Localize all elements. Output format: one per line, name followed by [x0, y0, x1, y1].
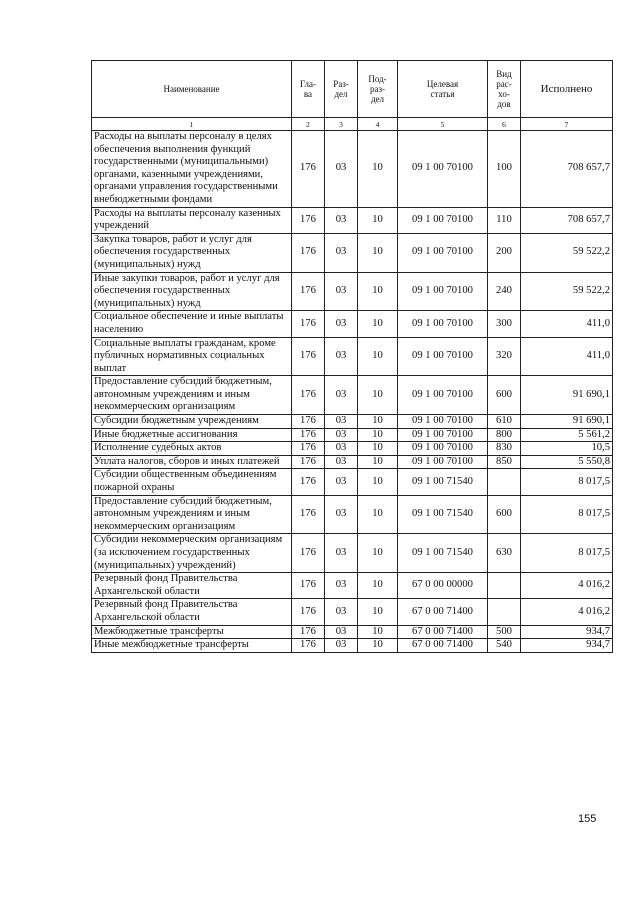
table-row: [92, 272, 613, 311]
row-target: 09 1 00 71540: [398, 469, 488, 495]
row-chapter: 176: [292, 311, 325, 337]
page-number: 155: [578, 813, 597, 825]
column-number-row: [92, 118, 613, 131]
row-chapter: 176: [292, 534, 325, 573]
row-section: 03: [325, 337, 358, 376]
budget-table: [91, 60, 613, 653]
table-row: [92, 639, 613, 653]
row-chapter: 176: [292, 207, 325, 233]
row-section: 03: [325, 272, 358, 311]
row-target: 67 0 00 71400: [398, 625, 488, 639]
row-expense-type: [488, 599, 521, 625]
table-row: [92, 337, 613, 376]
column-number: 1: [92, 118, 292, 131]
row-chapter: 176: [292, 599, 325, 625]
row-subsection: 10: [358, 311, 398, 337]
row-subsection: 10: [358, 428, 398, 442]
row-executed: 934,7: [521, 625, 613, 639]
row-subsection: 10: [358, 599, 398, 625]
row-chapter: 176: [292, 495, 325, 534]
table-row: [92, 469, 613, 495]
row-chapter: 176: [292, 625, 325, 639]
row-target: 09 1 00 70100: [398, 233, 488, 272]
row-executed: 934,7: [521, 639, 613, 653]
row-expense-type: 630: [488, 534, 521, 573]
row-executed: 8 017,5: [521, 534, 613, 573]
row-executed: 708 657,7: [521, 131, 613, 208]
column-number: 7: [521, 118, 613, 131]
table-row: [92, 131, 613, 208]
header-target: Целевая статья: [398, 61, 488, 118]
row-section: 03: [325, 495, 358, 534]
row-target: 09 1 00 71540: [398, 495, 488, 534]
row-target: 09 1 00 70100: [398, 428, 488, 442]
header-name: Наименование: [92, 61, 292, 118]
row-section: 03: [325, 428, 358, 442]
row-name: Межбюджетные трансферты: [92, 625, 292, 639]
row-subsection: 10: [358, 415, 398, 429]
header-subsection: Под- раз- дел: [358, 61, 398, 118]
table-row: [92, 376, 613, 415]
header-row: [92, 61, 613, 118]
table-row: [92, 625, 613, 639]
row-executed: 5 561,2: [521, 428, 613, 442]
row-name: Уплата налогов, сборов и иных платежей: [92, 455, 292, 469]
row-name: Расходы на выплаты персоналу в целях обеспечения выполнения функций государственными (муниципальными) органами, казенными учреждениями, органами управления государственными внебюджетными фондами: [92, 131, 292, 208]
table-row: [92, 428, 613, 442]
row-chapter: 176: [292, 469, 325, 495]
row-name: Закупка товаров, работ и услуг для обеспечения государственных (муниципальных) нужд: [92, 233, 292, 272]
row-chapter: 176: [292, 455, 325, 469]
row-section: 03: [325, 207, 358, 233]
row-name: Иные бюджетные ассигнования: [92, 428, 292, 442]
row-target: 09 1 00 70100: [398, 376, 488, 415]
row-chapter: 176: [292, 272, 325, 311]
row-expense-type: 830: [488, 442, 521, 456]
table-row: [92, 415, 613, 429]
table-row: [92, 455, 613, 469]
row-section: 03: [325, 534, 358, 573]
header-chapter: Гла- ва: [292, 61, 325, 118]
column-number: 3: [325, 118, 358, 131]
row-chapter: 176: [292, 415, 325, 429]
row-executed: 708 657,7: [521, 207, 613, 233]
row-name: Предоставление субсидий бюджетным, автономным учреждениям и иным некоммерческим организациям: [92, 376, 292, 415]
row-subsection: 10: [358, 376, 398, 415]
row-chapter: 176: [292, 233, 325, 272]
row-section: 03: [325, 469, 358, 495]
row-chapter: 176: [292, 337, 325, 376]
row-subsection: 10: [358, 233, 398, 272]
row-section: 03: [325, 455, 358, 469]
table-row: [92, 207, 613, 233]
row-subsection: 10: [358, 272, 398, 311]
row-section: 03: [325, 131, 358, 208]
row-expense-type: 100: [488, 131, 521, 208]
row-section: 03: [325, 311, 358, 337]
row-name: Субсидии некоммерческим организациям (за исключением государственных (муниципальных) учреждений): [92, 534, 292, 573]
table-row: [92, 534, 613, 573]
row-executed: 8 017,5: [521, 469, 613, 495]
column-number: 2: [292, 118, 325, 131]
row-executed: 5 550,8: [521, 455, 613, 469]
row-subsection: 10: [358, 337, 398, 376]
row-target: 09 1 00 71540: [398, 534, 488, 573]
row-target: 09 1 00 70100: [398, 337, 488, 376]
column-number: 6: [488, 118, 521, 131]
row-target: 67 0 00 71400: [398, 639, 488, 653]
column-number: 5: [398, 118, 488, 131]
row-target: 09 1 00 70100: [398, 311, 488, 337]
row-executed: 411,0: [521, 337, 613, 376]
row-executed: 10,5: [521, 442, 613, 456]
row-subsection: 10: [358, 469, 398, 495]
row-executed: 8 017,5: [521, 495, 613, 534]
table-row: [92, 233, 613, 272]
row-executed: 91 690,1: [521, 376, 613, 415]
row-subsection: 10: [358, 455, 398, 469]
row-section: 03: [325, 415, 358, 429]
row-executed: 59 522,2: [521, 272, 613, 311]
row-expense-type: 500: [488, 625, 521, 639]
row-expense-type: 850: [488, 455, 521, 469]
row-name: Социальные выплаты гражданам, кроме публичных нормативных социальных выплат: [92, 337, 292, 376]
row-chapter: 176: [292, 376, 325, 415]
row-section: 03: [325, 599, 358, 625]
table-body: [92, 131, 613, 653]
row-executed: 411,0: [521, 311, 613, 337]
row-subsection: 10: [358, 534, 398, 573]
row-section: 03: [325, 376, 358, 415]
row-target: 09 1 00 70100: [398, 442, 488, 456]
column-number: 4: [358, 118, 398, 131]
row-expense-type: 600: [488, 495, 521, 534]
row-expense-type: 540: [488, 639, 521, 653]
row-name: Предоставление субсидий бюджетным, автономным учреждениям и иным некоммерческим организациям: [92, 495, 292, 534]
row-expense-type: 110: [488, 207, 521, 233]
row-expense-type: [488, 469, 521, 495]
row-section: 03: [325, 442, 358, 456]
row-chapter: 176: [292, 131, 325, 208]
row-name: Расходы на выплаты персоналу казенных учреждений: [92, 207, 292, 233]
row-executed: 4 016,2: [521, 573, 613, 599]
row-chapter: 176: [292, 573, 325, 599]
row-name: Резервный фонд Правительства Архангельской области: [92, 573, 292, 599]
header-executed: Исполнено: [521, 61, 613, 118]
row-name: Иные закупки товаров, работ и услуг для обеспечения государственных (муниципальных) нужд: [92, 272, 292, 311]
row-target: 09 1 00 70100: [398, 415, 488, 429]
table-row: [92, 573, 613, 599]
row-executed: 91 690,1: [521, 415, 613, 429]
row-target: 09 1 00 70100: [398, 455, 488, 469]
row-executed: 4 016,2: [521, 599, 613, 625]
row-name: Социальное обеспечение и иные выплаты населению: [92, 311, 292, 337]
row-expense-type: 320: [488, 337, 521, 376]
row-section: 03: [325, 625, 358, 639]
table-row: [92, 495, 613, 534]
row-subsection: 10: [358, 495, 398, 534]
row-chapter: 176: [292, 442, 325, 456]
row-name: Исполнение судебных актов: [92, 442, 292, 456]
row-section: 03: [325, 639, 358, 653]
row-target: 67 0 00 71400: [398, 599, 488, 625]
row-name: Субсидии бюджетным учреждениям: [92, 415, 292, 429]
header-section: Раз- дел: [325, 61, 358, 118]
row-chapter: 176: [292, 428, 325, 442]
row-expense-type: [488, 573, 521, 599]
row-expense-type: 240: [488, 272, 521, 311]
header-expense-type: Вид рас- хо- дов: [488, 61, 521, 118]
row-target: 09 1 00 70100: [398, 272, 488, 311]
row-subsection: 10: [358, 639, 398, 653]
row-name: Резервный фонд Правительства Архангельской области: [92, 599, 292, 625]
row-subsection: 10: [358, 442, 398, 456]
row-subsection: 10: [358, 573, 398, 599]
table-row: [92, 599, 613, 625]
row-expense-type: 300: [488, 311, 521, 337]
row-target: 09 1 00 70100: [398, 207, 488, 233]
row-target: 67 0 00 00000: [398, 573, 488, 599]
row-target: 09 1 00 70100: [398, 131, 488, 208]
table-row: [92, 311, 613, 337]
row-name: Субсидии общественным объединениям пожарной охраны: [92, 469, 292, 495]
row-section: 03: [325, 233, 358, 272]
row-name: Иные межбюджетные трансферты: [92, 639, 292, 653]
row-chapter: 176: [292, 639, 325, 653]
row-subsection: 10: [358, 625, 398, 639]
row-expense-type: 800: [488, 428, 521, 442]
row-subsection: 10: [358, 131, 398, 208]
row-section: 03: [325, 573, 358, 599]
row-expense-type: 600: [488, 376, 521, 415]
table-row: [92, 442, 613, 456]
row-expense-type: 610: [488, 415, 521, 429]
row-expense-type: 200: [488, 233, 521, 272]
row-subsection: 10: [358, 207, 398, 233]
row-executed: 59 522,2: [521, 233, 613, 272]
